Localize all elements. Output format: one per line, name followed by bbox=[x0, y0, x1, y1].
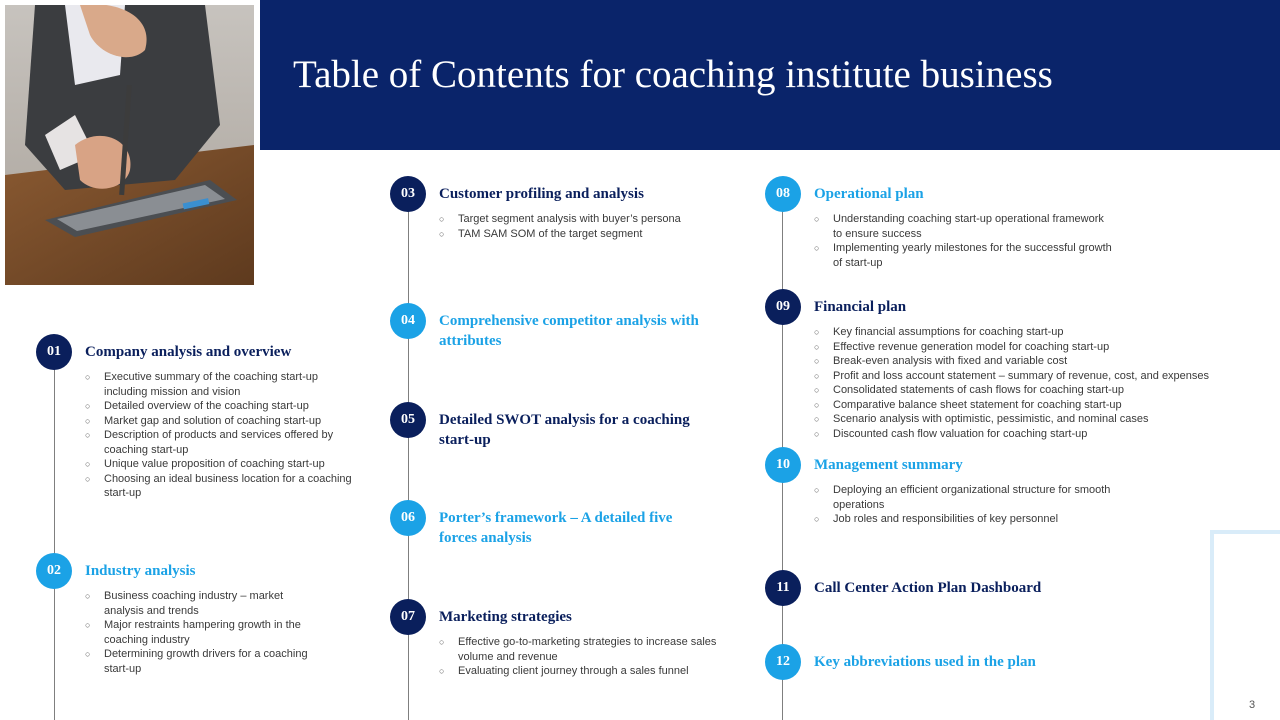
header-photo bbox=[0, 0, 260, 292]
section-number-badge: 09 bbox=[765, 289, 801, 325]
section-number-badge: 11 bbox=[765, 570, 801, 606]
section-title: Detailed SWOT analysis for a coaching start-up bbox=[439, 412, 690, 448]
section-item: ○ Determining growth drivers for a coaching start-up bbox=[85, 647, 320, 676]
section-number-badge: 02 bbox=[36, 553, 72, 589]
section-item: ○ Discounted cash flow valuation for coaching start-up bbox=[814, 427, 1254, 442]
title-banner bbox=[260, 0, 1280, 150]
section-item: ○ TAM SAM SOM of the target segment bbox=[439, 227, 739, 242]
section-title: Key abbreviations used in the plan bbox=[814, 654, 1036, 670]
section-title: Call Center Action Plan Dashboard bbox=[814, 580, 1042, 596]
section-number-badge: 06 bbox=[390, 500, 426, 536]
section-title: Customer profiling and analysis bbox=[439, 186, 644, 202]
business-person-writing-photo bbox=[5, 5, 254, 285]
section-item: ○ Profit and loss account statement – summary of revenue, cost, and expenses bbox=[814, 369, 1254, 384]
section-item: ○ Description of products and services offered by coaching start-up bbox=[85, 428, 360, 457]
section-item: ○ Effective revenue generation model for coaching start-up bbox=[814, 340, 1254, 355]
section-item: ○ Consolidated statements of cash flows for coaching start-up bbox=[814, 383, 1254, 398]
section-number-badge: 01 bbox=[36, 334, 72, 370]
section-items bbox=[814, 212, 1114, 270]
section-item: ○ Detailed overview of the coaching start-up bbox=[85, 399, 360, 414]
section-number-badge: 12 bbox=[765, 644, 801, 680]
section-item: ○ Implementing yearly milestones for the successful growth of start-up bbox=[814, 241, 1114, 270]
section-number-badge: 04 bbox=[390, 303, 426, 339]
section-number-badge: 05 bbox=[390, 402, 426, 438]
section-items bbox=[85, 370, 360, 501]
section-title: Financial plan bbox=[814, 299, 907, 315]
section-number-badge: 03 bbox=[390, 176, 426, 212]
section-item: ○ Effective go-to-marketing strategies to increase sales volume and revenue bbox=[439, 635, 729, 664]
section-item: ○ Deploying an efficient organizational structure for smooth operations bbox=[814, 483, 1114, 512]
section-title: Marketing strategies bbox=[439, 609, 572, 625]
section-item: ○ Market gap and solution of coaching start-up bbox=[85, 414, 360, 429]
section-title: Management summary bbox=[814, 457, 963, 473]
section-items bbox=[814, 483, 1114, 527]
section-item: ○ Major restraints hampering growth in the coaching industry bbox=[85, 618, 320, 647]
section-item: ○ Scenario analysis with optimistic, pessimistic, and nominal cases bbox=[814, 412, 1254, 427]
section-item: ○ Executive summary of the coaching start-up including mission and vision bbox=[85, 370, 360, 399]
corner-decoration bbox=[1210, 530, 1280, 720]
section-title: Porter’s framework – A detailed five forces analysis bbox=[439, 510, 673, 546]
section-item: ○ Comparative balance sheet statement for coaching start-up bbox=[814, 398, 1254, 413]
section-title: Industry analysis bbox=[85, 563, 196, 579]
section-item: ○ Key financial assumptions for coaching start-up bbox=[814, 325, 1254, 340]
timeline-line-middle bbox=[408, 194, 409, 720]
timeline-line-left bbox=[54, 352, 55, 720]
section-item: ○ Break-even analysis with fixed and variable cost bbox=[814, 354, 1254, 369]
page-number: 3 bbox=[1249, 699, 1256, 711]
section-item: ○ Understanding coaching start-up operational framework to ensure success bbox=[814, 212, 1114, 241]
section-item: ○ Unique value proposition of coaching start-up bbox=[85, 457, 360, 472]
section-title: Company analysis and overview bbox=[85, 344, 292, 360]
section-items bbox=[85, 589, 320, 676]
section-number-badge: 10 bbox=[765, 447, 801, 483]
section-title: Operational plan bbox=[814, 186, 924, 202]
section-item: ○ Business coaching industry – market analysis and trends bbox=[85, 589, 320, 618]
section-item: ○ Evaluating client journey through a sales funnel bbox=[439, 664, 729, 679]
section-number-badge: 08 bbox=[765, 176, 801, 212]
section-items bbox=[814, 325, 1254, 441]
section-items bbox=[439, 212, 739, 241]
page-title: Table of Contents for coaching institute business bbox=[293, 53, 1053, 96]
section-title: Comprehensive competitor analysis with attributes bbox=[439, 313, 699, 349]
section-items bbox=[439, 635, 729, 679]
section-item: ○ Job roles and responsibilities of key personnel bbox=[814, 512, 1114, 527]
section-number-badge: 07 bbox=[390, 599, 426, 635]
section-item: ○ Target segment analysis with buyer’s persona bbox=[439, 212, 739, 227]
section-item: ○ Choosing an ideal business location for a coaching start-up bbox=[85, 472, 360, 501]
